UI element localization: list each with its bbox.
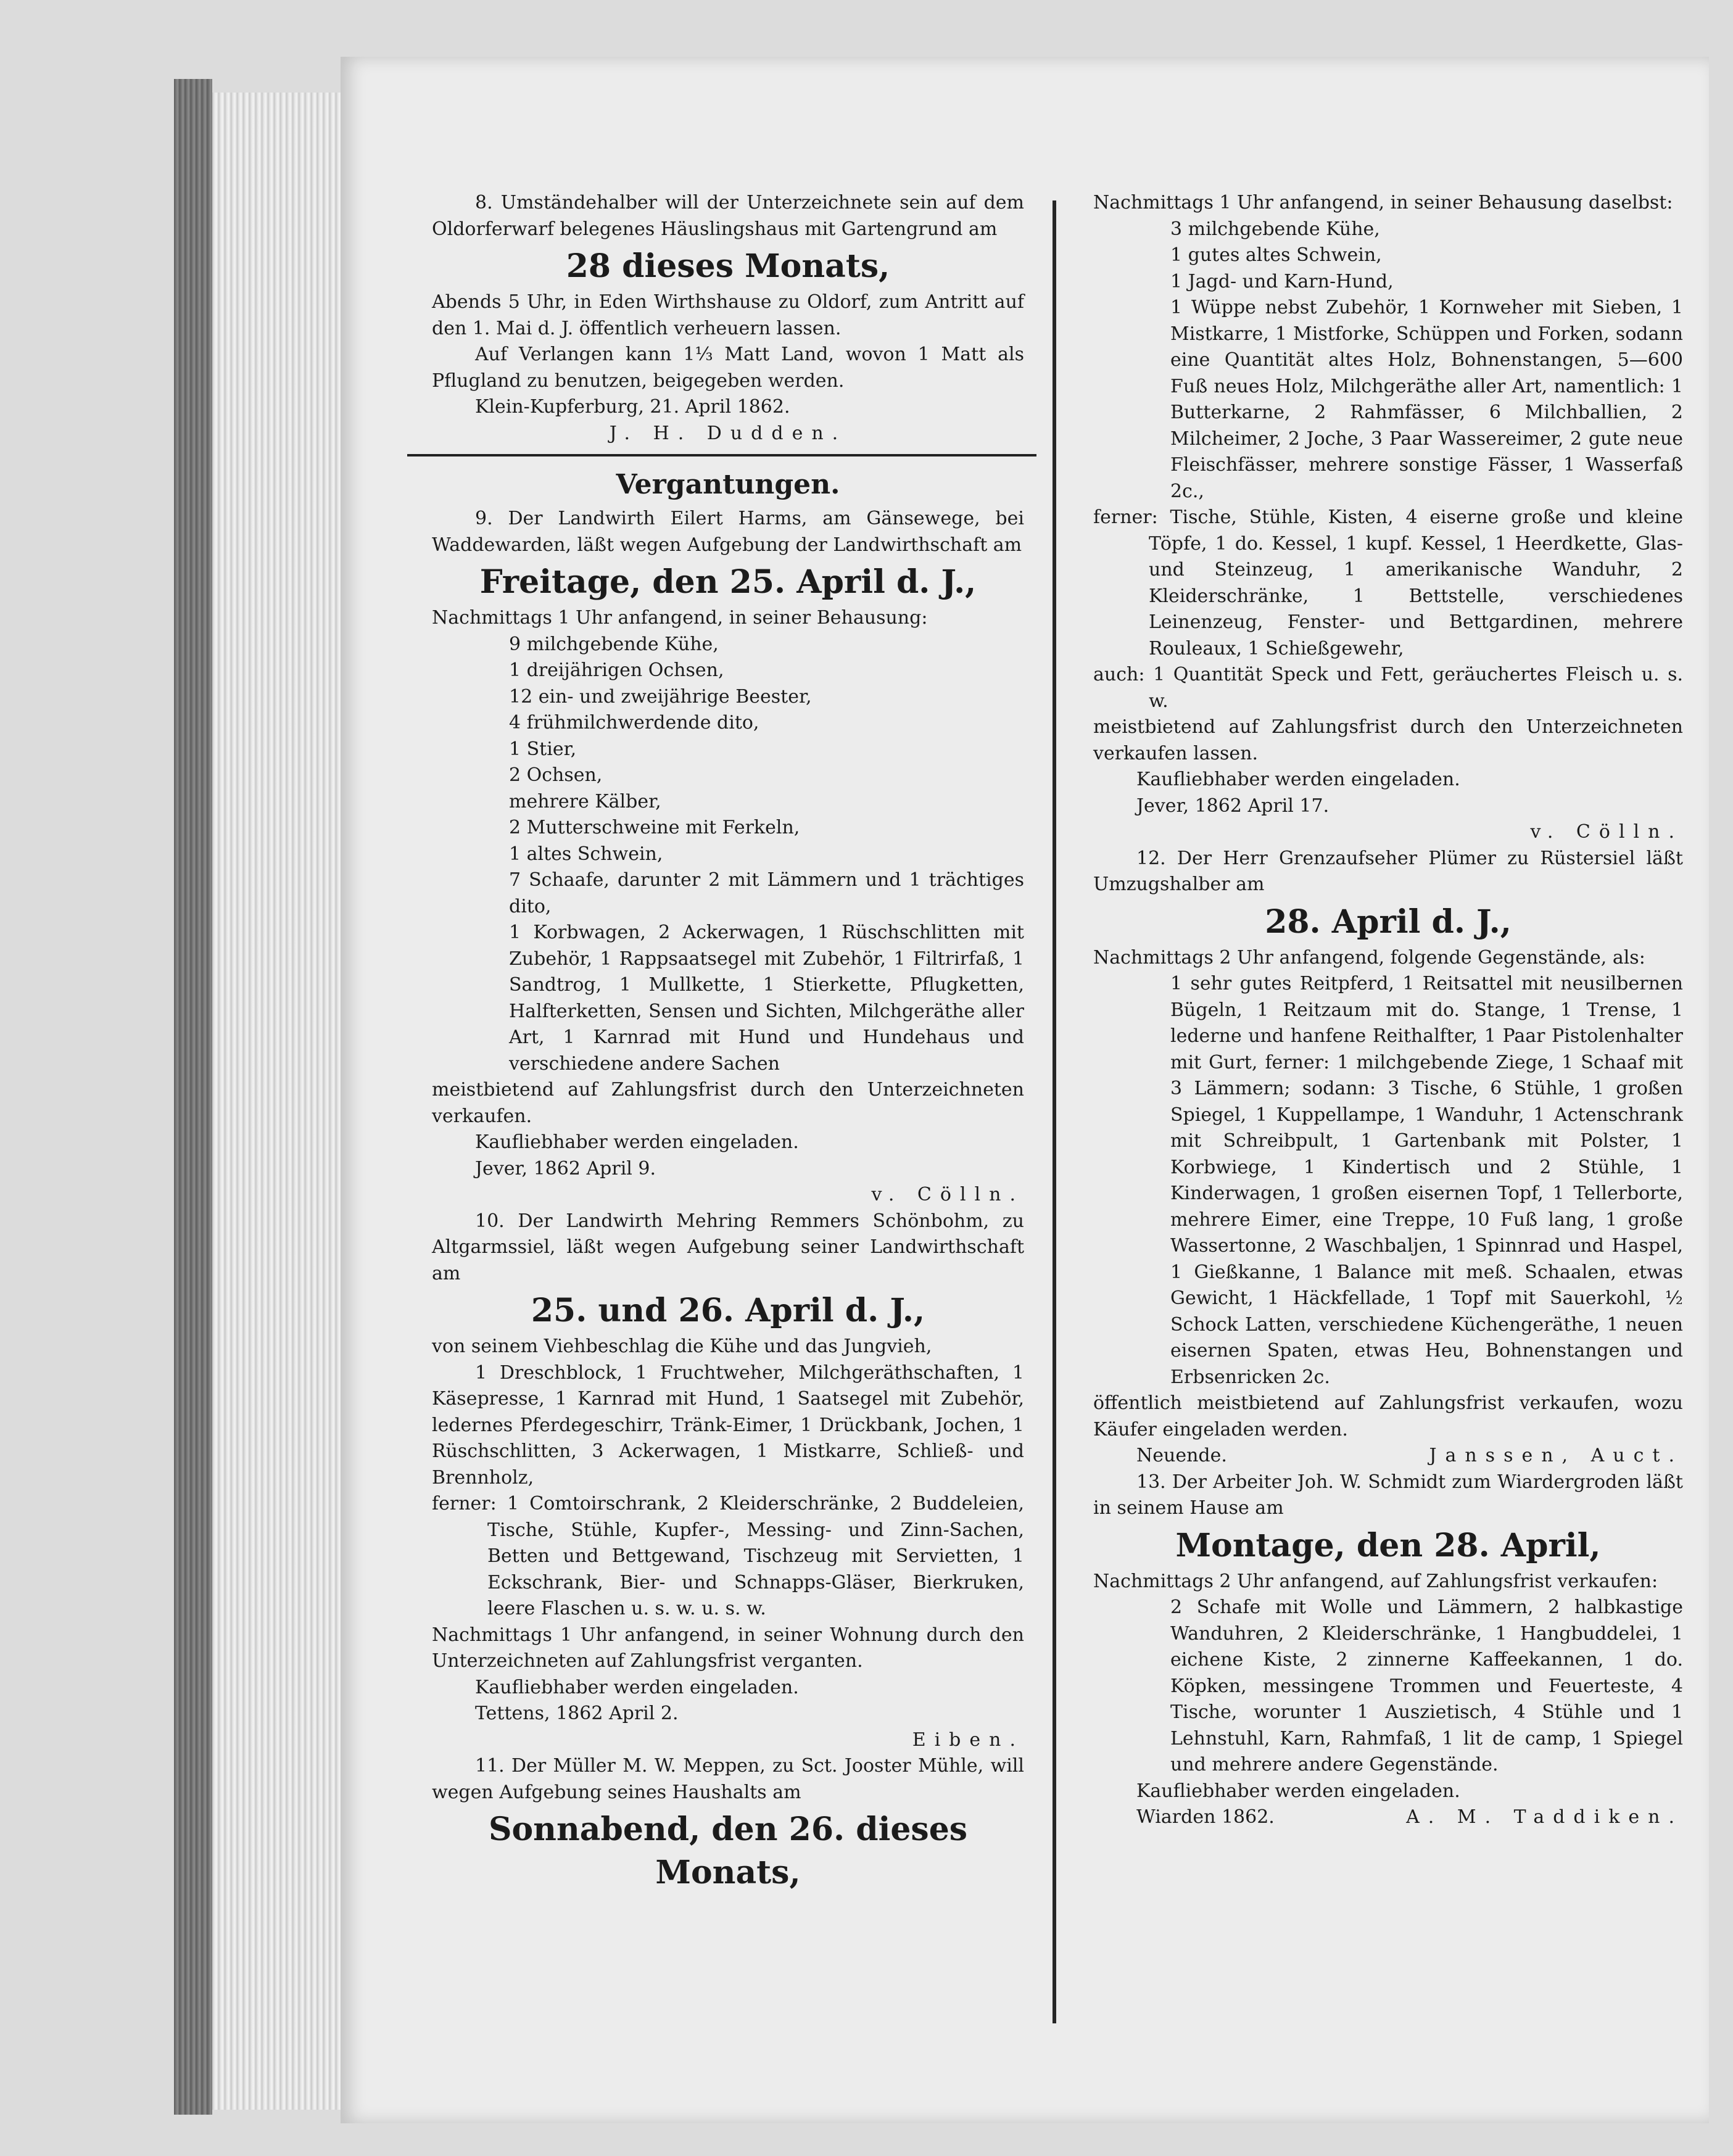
notice-10-body-2: 1 Dreschblock, 1 Fruchtweher, Milchgeräthschaften, 1 Käsepresse, 1 Karnrad mit Hund, 1 Saatsegel mit Zubehör, ledernes Pferdegeschirr, Tränk-Eimer, 1 Drückbank, Jochen, 1 Rüschschlitten, 3 Ackerwagen, 1 Mistkarre, Schließ- und Brennholz, [432, 1361, 1024, 1489]
list-item: 1 altes Schwein, [509, 843, 663, 865]
notice-11-intro: 11. Der Müller M. W. Meppen, zu Sct. Jooster Mühle, will wegen Aufgebung seines Haushalts am [432, 1755, 1024, 1803]
notice-9-time: Nachmittags 1 Uhr anfangend, in seiner Behausung: [432, 607, 928, 629]
notice-8-place-date: Klein-Kupferburg, 21. April 1862. [475, 396, 790, 418]
column-divider [1053, 200, 1056, 2023]
left-column [432, 190, 1024, 1896]
notice-10-buyers: Kaufliebhaber werden eingeladen. [475, 1676, 799, 1698]
list-item: 2 Ochsen, [509, 764, 603, 786]
notice-11-close: meistbietend auf Zahlungsfrist durch den Unterzeichneten verkaufen lassen. [1093, 716, 1683, 764]
notice-13-items: 2 Schafe mit Wolle und Lämmern, 2 halbkastige Wanduhren, 2 Kleiderschränke, 1 Hangbuddelei, 1 eichene Kiste, 2 zinnerne Kaffeekannen, 1 do. Köpken, messingene Trommen und Feuerteste, 4 Tische, worunter 1 Auszietisch, 4 Stühle und 1 Lehnstuhl, Karn, Rahmfaß, 1 lit de camp, 1 Spiegel und mehrere andere Gegenstände. [1170, 1596, 1683, 1775]
notice-13-intro: 13. Der Arbeiter Joh. W. Schmidt zum Wiardergroden läßt in seinem Hause am [1093, 1471, 1683, 1519]
list-item: 1 dreijährigen Ochsen, [509, 659, 724, 681]
notice-13-time: Nachmittags 2 Uhr anfangend, auf Zahlungsfrist verkaufen: [1093, 1570, 1658, 1592]
list-item: 12 ein- und zweijährige Beester, [509, 685, 812, 708]
notice-11-ferner: ferner: Tische, Stühle, Kisten, 4 eiserne große und kleine Töpfe, 1 do. Kessel, 1 kupf. Kessel, 1 Heerdkette, Glas- und Steinzeug, 1 amerikanische Wanduhr, 2 Kleiderschränke, 1 Bettstelle, verschiedenes Leinenzeug, Fenster- und Bettgardinen, mehrere Rouleaux, 1 Schießgewehr, [1093, 506, 1683, 659]
list-item: 1 Stier, [509, 738, 577, 760]
notice-11-time: Nachmittags 1 Uhr anfangend, in seiner Behausung daselbst: [1093, 192, 1673, 213]
list-item: 2 Mutterschweine mit Ferkeln, [509, 817, 800, 838]
notice-12-place: Neuende. [1136, 1445, 1227, 1466]
book-spine-edge [174, 79, 212, 2115]
notice-12-date: 28. April d. J., [1265, 902, 1512, 941]
page-stack-edges [212, 93, 341, 2110]
notice-10-ferner: ferner: 1 Comtoirschrank, 2 Kleiderschränke, 2 Buddeleien, Tische, Stühle, Kupfer-, Messing- und Zinn-Sachen, Betten und Bettgewand, Tischzeug mit Servietten, 1 Eckschrank, Bier- und Schnapps-Gläser, Bierkruken, leere Flaschen u. s. w. u. s. w. [432, 1493, 1024, 1619]
notice-12-time: Nachmittags 2 Uhr anfangend, folgende Gegenstände, als: [1093, 946, 1645, 969]
notice-10-close: Nachmittags 1 Uhr anfangend, in seiner Wohnung durch den Unterzeichneten auf Zahlungsfrist verganten. [432, 1624, 1024, 1672]
list-item: 3 milchgebende Kühe, [1170, 218, 1380, 240]
notice-10-body-1: von seinem Viehbeschlag die Kühe und das Jungvieh, [432, 1336, 932, 1357]
notice-9-intro: 9. Der Landwirth Eilert Harms, am Gänsewege, bei Waddewarden, läßt wegen Aufgebung der Landwirthschaft am [432, 508, 1024, 556]
list-item: 1 Wüppe nebst Zubehör, 1 Kornweher mit Sieben, 1 Mistkarre, 1 Mistforke, Schüppen und Forken, sodann eine Quantität altes Holz, Bohnenstangen, 5—600 Fuß neues Holz, Milchgeräthe aller Art, namentlich: 1 Butterkarne, 2 Rahmfässer, 6 Milchballien, 2 Milcheimer, 2 Joche, 3 Paar Wassereimer, 2 gute neue Fleischfässer, mehrere sonstige Fässer, 1 Wasserfaß 2c., [1170, 297, 1683, 502]
notice-9-date: Freitage, den 25. April d. J., [479, 563, 977, 601]
notice-8-intro: 8. Umständehalber will der Unterzeichnete sein auf dem Oldorferwarf belegenes Häuslingshaus mit Gartengrund am [432, 192, 1024, 240]
list-item: 1 gutes altes Schwein, [1170, 244, 1382, 266]
notice-12-items: 1 sehr gutes Reitpferd, 1 Reitsattel mit neusilbernen Bügeln, 1 Reitzaum mit do. Stange, 1 Trense, 1 lederne und hanfene Reithalfter, 1 Paar Pistolenhalter mit Gurt, ferner: 1 milchgebende Ziege, 1 Schaaf mit 3 Lämmern; sodann: 3 Tische, 6 Stühle, 1 großen Spiegel, 1 Kuppellampe, 1 Wanduhr, 1 Actenschrank mit Schreibpult, 1 Gartenbank mit Polster, 1 Korbwiege, 1 Kindertisch und 2 Stühle, 1 Kinderwagen, 1 großen eisernen Topf, 1 Tellerborte, mehrere Eimer, eine Treppe, 10 Fuß lang, 1 große Wassertonne, 2 Waschbaljen, 1 Spinnrad und Haspel, 1 Gießkanne, 1 Balance mit meß. Schaalen, etwas Gewicht, 1 Häckfellade, 1 Topf mit Sauerkohl, ½ Schock Latten, verschiedene Küchengeräthe, 1 neuen eisernen Spaten, etwas Heu, Bohnenstangen und Erbsenricken 2c. [1170, 973, 1683, 1388]
list-item: 9 milchgebende Kühe, [509, 633, 719, 655]
list-item: 1 Jagd- und Karn-Hund, [1170, 270, 1394, 292]
notice-13-signature: A. M. Taddiken. [1406, 1806, 1683, 1828]
notice-8-date: 28 dieses Monats, [566, 247, 890, 285]
notice-12-signature: Janssen, Auct. [1429, 1445, 1683, 1466]
notice-13-place: Wiarden 1862. [1136, 1806, 1275, 1828]
notice-8-body-2: Auf Verlangen kann 1⅓ Matt Land, wovon 1 Matt als Pflugland zu benutzen, beigegeben werden. [432, 344, 1024, 392]
notice-9-buyers: Kaufliebhaber werden eingeladen. [475, 1131, 799, 1153]
notice-11-auch: auch: 1 Quantität Speck und Fett, geräuchertes Fleisch u. s. w. [1093, 664, 1683, 712]
notice-8-signature: J. H. Dudden. [609, 422, 847, 444]
list-item: 1 Korbwagen, 2 Ackerwagen, 1 Rüschschlitten mit Zubehör, 1 Rappsaatsegel mit Zubehör, 1 Filtrirfaß, 1 Sandtrog, 1 Mullkette, 1 Stierkette, Pflugketten, Halfterketten, Sensen und Sichten, Milchgeräthe aller Art, 1 Karnrad mit Hund und Hundehaus und verschiedene andere Sachen [509, 922, 1024, 1075]
notice-11-place-date: Jever, 1862 April 17. [1136, 795, 1330, 817]
notice-12-intro: 12. Der Herr Grenzaufseher Plümer zu Rüstersiel läßt Umzugshalber am [1093, 847, 1683, 895]
list-item: 7 Schaafe, darunter 2 mit Lämmern und 1 trächtiges dito, [509, 869, 1024, 917]
notice-9-place-date: Jever, 1862 April 9. [475, 1157, 656, 1179]
right-column [1093, 190, 1683, 1831]
notice-11-date: Sonnabend, den 26. dieses Monats, [488, 1811, 968, 1891]
section-title: Vergantungen. [616, 469, 840, 500]
notice-11-signature: v. Cölln. [1530, 821, 1683, 843]
notice-13-date: Montage, den 28. April, [1175, 1526, 1601, 1564]
notice-10-date: 25. und 26. April d. J., [531, 1292, 925, 1329]
notice-10-place-date: Tettens, 1862 April 2. [475, 1703, 679, 1724]
notice-13-buyers: Kaufliebhaber werden eingeladen. [1136, 1780, 1460, 1802]
list-item: mehrere Kälber, [509, 790, 661, 812]
notice-10-intro: 10. Der Landwirth Mehring Remmers Schönbohm, zu Altgarmssiel, läßt wegen Aufgebung seiner Landwirthschaft am [432, 1210, 1024, 1284]
notice-11-buyers: Kaufliebhaber werden eingeladen. [1136, 769, 1460, 790]
notice-9-close: meistbietend auf Zahlungsfrist durch den Unterzeichneten verkaufen. [432, 1079, 1024, 1127]
notice-12-close: öffentlich meistbietend auf Zahlungsfrist verkaufen, wozu Käufer eingeladen werden. [1093, 1392, 1683, 1440]
list-item: 4 frühmilchwerdende dito, [509, 712, 759, 733]
notice-10-signature: Eiben. [912, 1729, 1024, 1751]
section-rule [407, 454, 1036, 456]
notice-8-body-1: Abends 5 Uhr, in Eden Wirthshause zu Oldorf, zum Antritt auf den 1. Mai d. J. öffentlich verheuern lassen. [432, 291, 1024, 339]
notice-9-signature: v. Cölln. [871, 1184, 1024, 1205]
